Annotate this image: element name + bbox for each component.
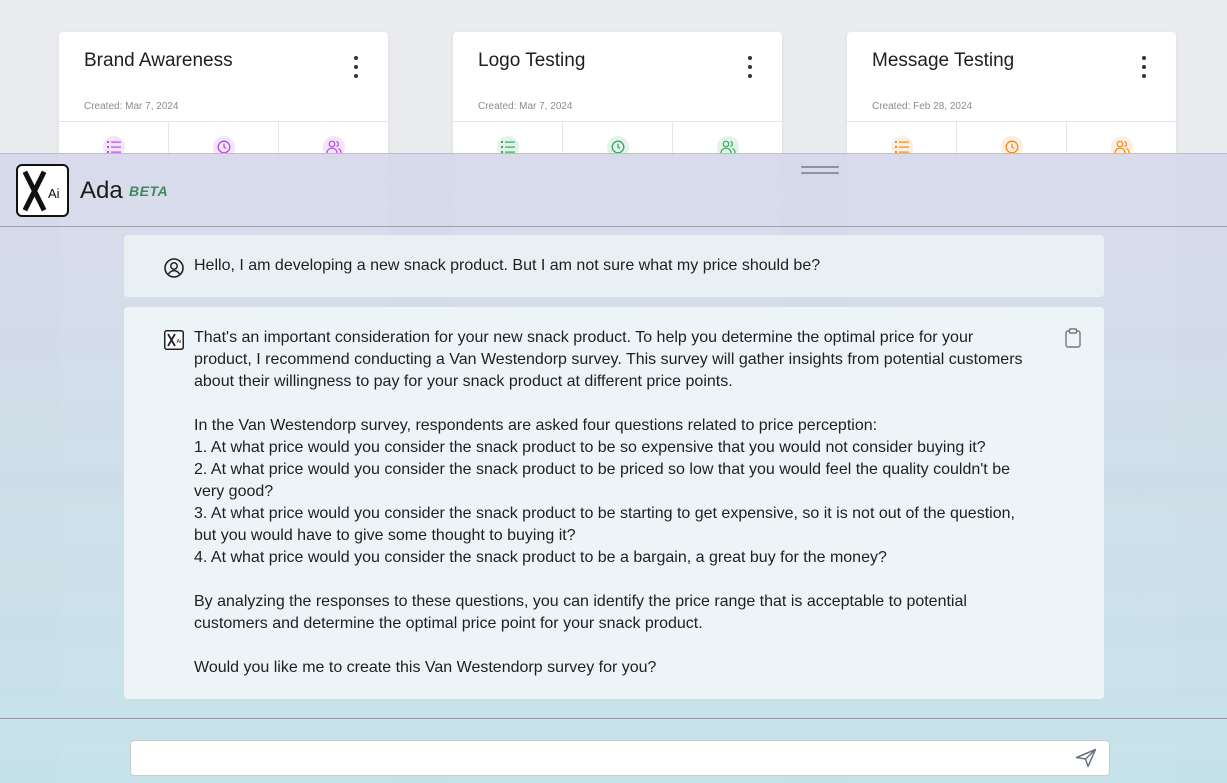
user-message-text: Hello, I am developing a new snack product. But I am not sure what my price should be?: [194, 257, 821, 274]
assistant-message: [124, 307, 1104, 699]
more-options-icon[interactable]: [1136, 56, 1152, 78]
svg-text:Ai: Ai: [47, 185, 60, 201]
card-title: Brand Awareness: [84, 50, 233, 71]
ada-avatar-icon: [164, 330, 184, 357]
ada-assistant-panel: [0, 153, 1227, 783]
card-title: Message Testing: [872, 50, 1015, 71]
ada-header: [0, 154, 1227, 227]
card-title: Logo Testing: [478, 50, 586, 71]
assistant-paragraph: By analyzing the responses to these questions, you can identify the price range that is acceptable to potential customers and determine the optimal price point for your snack product.: [194, 593, 967, 632]
svg-text:Ai: Ai: [176, 339, 182, 345]
card-header: [59, 32, 388, 122]
assistant-paragraph: In the Van Westendorp survey, respondents are asked four questions related to price perception: 1. At what price would you consider the snack product to be so expensive that you would not consider buying it? 2. At what price would you consider the snack product to be priced so low that you would feel the quality couldn't be very good? 3. At what price would you consider the snack product to be starting to get expensive, so it is not out of the question, but you would have to give some thought to buying it? 4. At what price would you consider the snack product to be a bargain, a great buy for the money?: [194, 417, 1015, 566]
assistant-message-text: [194, 327, 1064, 679]
assistant-name: Ada: [80, 177, 123, 204]
card-header: [847, 32, 1176, 122]
panel-drag-handle[interactable]: [801, 166, 839, 174]
chat-thread: [124, 235, 1104, 699]
card-header: [453, 32, 782, 122]
card-created-date: Created: Mar 7, 2024: [84, 101, 179, 112]
ada-logo: [16, 164, 69, 217]
composer-divider: [0, 718, 1227, 719]
user-message: [124, 235, 1104, 297]
more-options-icon[interactable]: [742, 56, 758, 78]
card-created-date: Created: Feb 28, 2024: [872, 101, 973, 112]
chat-composer: [130, 740, 1110, 776]
beta-badge: BETA: [129, 183, 169, 199]
copy-clipboard-icon[interactable]: [1064, 328, 1082, 355]
user-avatar-icon: [164, 258, 184, 285]
more-options-icon[interactable]: [348, 56, 364, 78]
assistant-paragraph: That's an important consideration for your new snack product. To help you determine the optimal price for your product, I recommend conducting a Van Westendorp survey. This survey will gather insights from potential customers about their willingness to pay for your snack product at different price points.: [194, 329, 1023, 390]
assistant-paragraph: Would you like me to create this Van Westendorp survey for you?: [194, 659, 657, 676]
chat-input[interactable]: [131, 741, 1061, 775]
card-created-date: Created: Mar 7, 2024: [478, 101, 573, 112]
send-icon[interactable]: [1075, 748, 1097, 773]
